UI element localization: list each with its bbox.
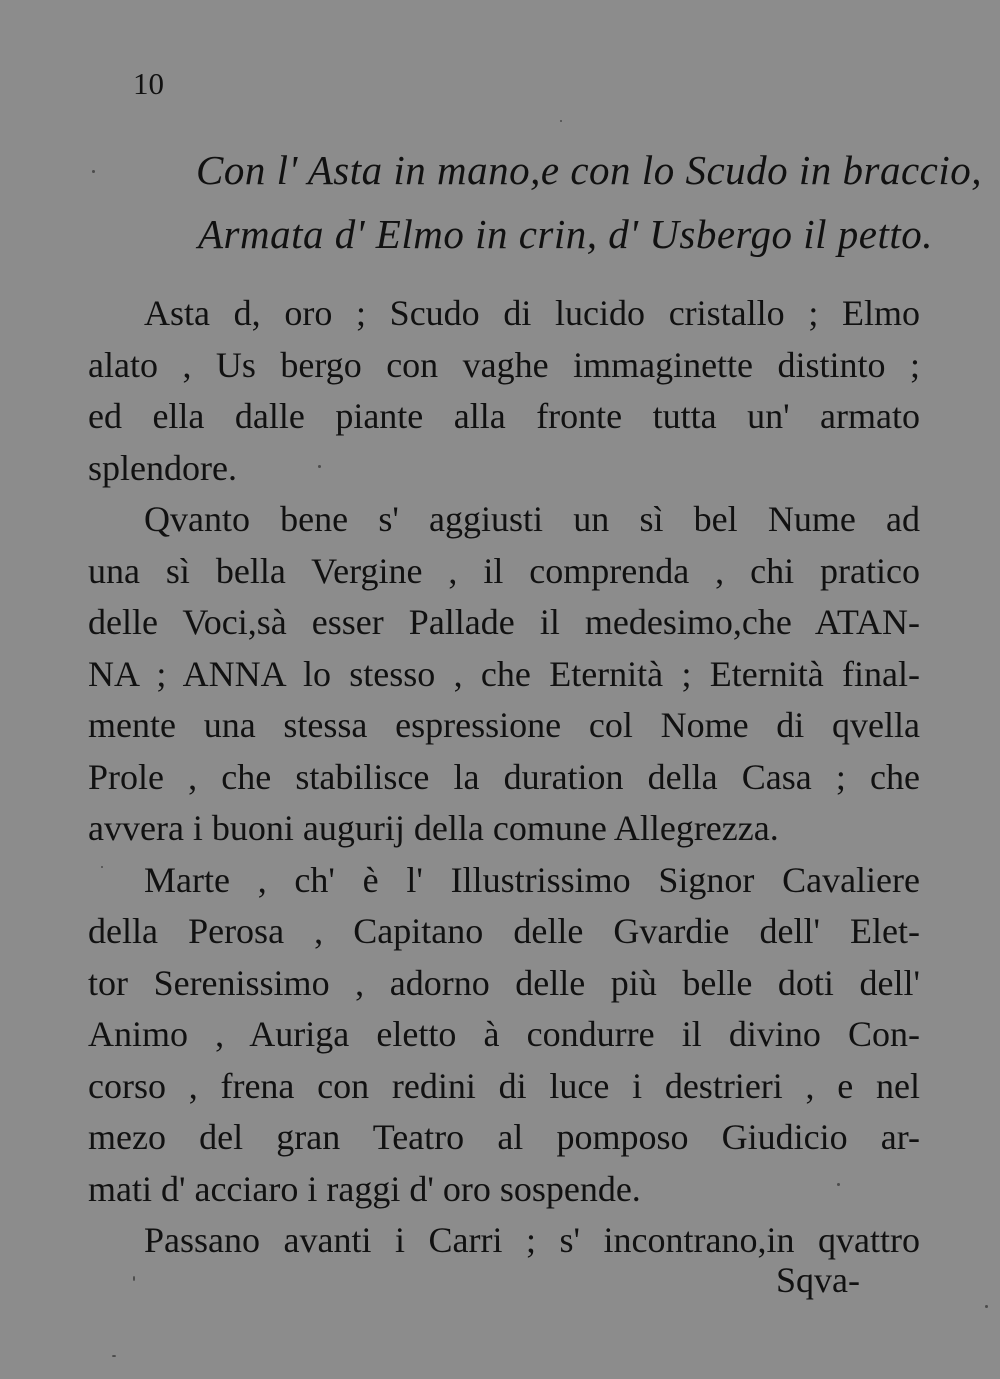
- text-line: ed ella dalle piante alla fronte tutta un' armato: [88, 396, 920, 436]
- text-line: Asta d, oro ; Scudo di lucido cristallo ; Elmo: [144, 293, 920, 333]
- text-line: mati d' acciaro i raggi d' oro sospende.: [88, 1168, 641, 1209]
- scan-speck: [985, 1305, 988, 1308]
- text-line: Qvanto bene s' aggiusti un sì bel Nume ad: [144, 499, 920, 539]
- text-line: tor Serenissimo , adorno delle più belle doti dell': [88, 962, 920, 1003]
- scan-speck: [837, 1183, 840, 1186]
- text-line: NA ; ANNA lo stesso , che Eternità ; Eternità final-: [88, 653, 920, 694]
- text-line: corso , frena con redini di luce i destrieri , e nel: [88, 1065, 920, 1106]
- text-line: Prole , che stabilisce la duration della Casa ; che: [88, 756, 920, 797]
- page-number: 10: [133, 66, 164, 101]
- scan-speck: [101, 866, 103, 868]
- body-text: [88, 288, 920, 1267]
- text-line: Marte , ch' è l' Illustrissimo Signor Cavaliere: [144, 859, 920, 900]
- text-line: splendore.: [88, 447, 237, 488]
- catchword: Sqva-: [776, 1260, 860, 1300]
- verse-line: Armata d' Elmo in crin, d' Usbergo il petto.: [198, 211, 933, 257]
- text-line: Passano avanti i Carri ; s' incontrano,in qvattro: [144, 1220, 920, 1260]
- scan-speck: [112, 1355, 116, 1357]
- scan-speck: [92, 170, 95, 173]
- verse-block: [196, 138, 983, 266]
- scan-speck: [560, 120, 562, 122]
- text-line: Animo , Auriga eletto à condurre il divino Con-: [88, 1014, 920, 1054]
- text-line: mente una stessa espressione col Nome di qvella: [88, 705, 920, 745]
- text-line: della Perosa , Capitano delle Gvardie dell' Elet-: [88, 911, 920, 951]
- text-line: alato , Us bergo con vaghe immaginette distinto ;: [88, 344, 920, 385]
- verse-line: Con l' Asta in mano,e con lo Scudo in braccio,: [196, 147, 983, 193]
- text-line: delle Voci,sà esser Pallade il medesimo,che ATAN-: [88, 602, 920, 642]
- scan-speck: [318, 465, 321, 468]
- text-line: mezo del gran Teatro al pomposo Giudicio ar-: [88, 1117, 920, 1157]
- text-line: una sì bella Vergine , il comprenda , chi pratico: [88, 550, 920, 591]
- scan-speck: [133, 1276, 135, 1281]
- text-line: avvera i buoni augurij della comune Allegrezza.: [88, 808, 779, 848]
